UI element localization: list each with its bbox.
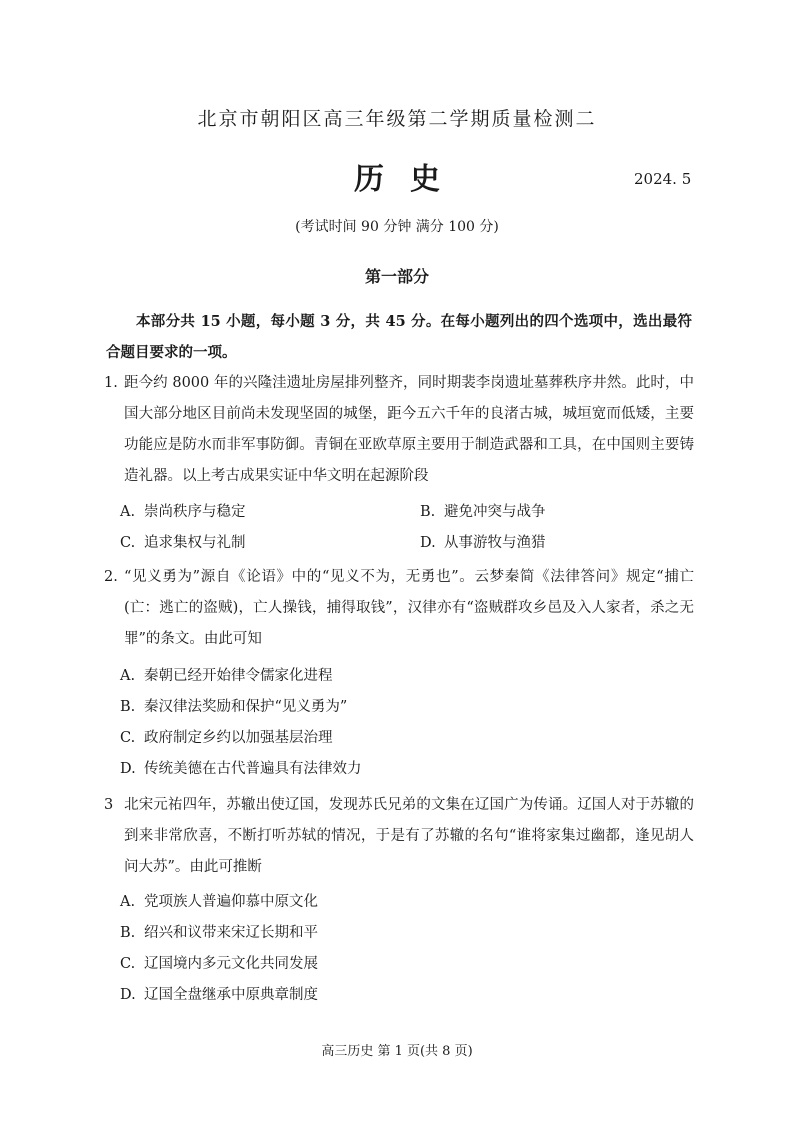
option-letter: B. [420,504,436,520]
question-stem: “见义勇为”源自《论语》中的“见义不为，无勇也”。云梦秦简《法律答问》规定“捕亡(亡：逃亡的盗贼)，亡人操钱，捕得取钱”，汉律亦有“盗贼群攻乡邑及入人家者，杀之无罪”的条文。由此可知 [124,569,694,647]
option-letter: C. [120,730,136,746]
option-letter: D. [420,535,436,551]
option-b [120,921,318,942]
option-a [120,890,318,911]
option-c [120,726,333,747]
option-letter: C. [120,535,136,551]
page-footer: 高三历史 第 1 页(共 8 页) [321,1044,473,1059]
part-instruction: 本部分共 15 小题，每小题 3 分，共 45 分。在每小题列出的四个选项中，选出最符合题目要求的一项。 [106,313,692,361]
option-a [120,664,333,685]
option-letter: D. [120,761,136,777]
option-text: 避免冲突与战争 [444,504,546,520]
option-d [120,757,362,778]
exam-info: (考试时间 90 分钟 满分 100 分) [295,219,499,235]
option-letter: B. [120,925,136,941]
option-text: 秦汉律法奖励和保护“见义勇为” [144,699,348,715]
option-letter: C. [120,956,136,972]
question-number: 1. [104,375,118,391]
option-text: 政府制定乡约以加强基层治理 [144,730,333,746]
option-c [120,531,246,552]
option-text: 崇尚秩序与稳定 [144,504,246,520]
option-b [120,695,347,716]
option-letter: A. [120,504,136,520]
question-number: 3 [104,797,114,813]
option-text: 辽国全盘继承中原典章制度 [144,987,318,1003]
option-text: 秦朝已经开始律令儒家化进程 [144,668,333,684]
question-1 [104,368,694,492]
option-letter: A. [120,894,136,910]
subject-title: 历史 [354,162,466,197]
option-text: 绍兴和议带来宋辽长期和平 [144,925,318,941]
option-letter: B. [120,699,136,715]
option-d [120,983,318,1004]
option-a [120,500,246,521]
option-text: 从事游牧与渔猎 [444,535,546,551]
option-text: 辽国境内多元文化共同发展 [144,956,318,972]
question-3 [104,790,694,883]
option-c [120,952,318,973]
option-text: 追求集权与礼制 [144,535,246,551]
exam-title: 北京市朝阳区高三年级第二学期质量检测二 [197,108,597,130]
option-b [420,500,546,521]
part-title: 第一部分 [364,267,429,286]
option-letter: A. [120,668,136,684]
question-stem: 距今约 8000 年的兴隆洼遗址房屋排列整齐，同时期裴李岗遗址墓葬秩序井然。此时，中国大部分地区目前尚未发现坚固的城堡，距今五六千年的良渚古城，城垣宽而低矮，主要功能应是防水而非军事防御。青铜在亚欧草原主要用于制造武器和工具，在中国则主要铸造礼器。以上考古成果实证中华文明在起源阶段 [124,375,694,484]
question-number: 2. [104,569,118,585]
option-text: 传统美德在古代普遍具有法律效力 [144,761,362,777]
question-stem: 北宋元祐四年，苏辙出使辽国，发现苏氏兄弟的文集在辽国广为传诵。辽国人对于苏辙的到来非常欣喜，不断打听苏轼的情况，于是有了苏辙的名句“谁将家集过幽都，逢见胡人问大苏”。由此可推断 [124,797,694,875]
option-d [420,531,546,552]
option-letter: D. [120,987,136,1003]
question-2 [104,562,694,655]
exam-date: 2024. 5 [634,170,692,188]
option-text: 党项族人普遍仰慕中原文化 [144,894,318,910]
